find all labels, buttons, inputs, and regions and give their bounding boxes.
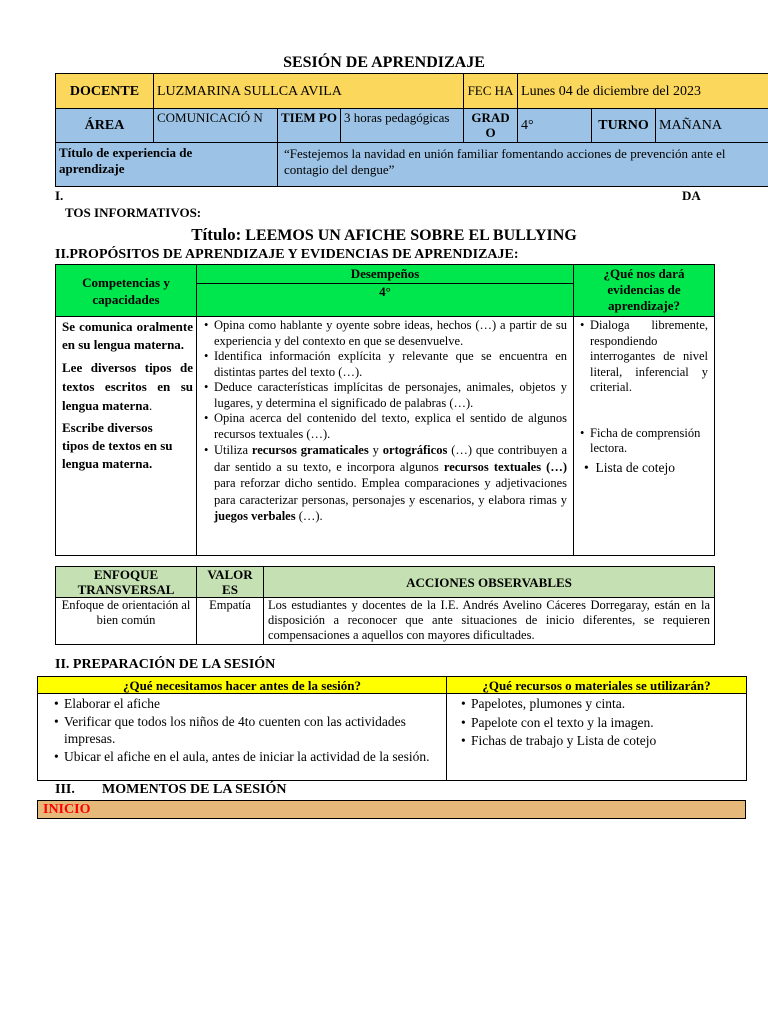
antes-header: ¿Qué necesitamos hacer antes de la sesión?: [38, 677, 447, 694]
section-3-numeral: III.: [55, 782, 75, 797]
acciones-header: ACCIONES OBSERVABLES: [264, 567, 715, 598]
inicio-bar: [37, 800, 746, 819]
evidencias-header: ¿Qué nos dará evidencias de aprendizaje?: [574, 265, 715, 317]
desempenos-cell: [197, 317, 574, 556]
competencia-oral: Se comunica oralmente en su lengua materna.: [62, 319, 193, 352]
area-value: COMUNICACIÓ N: [154, 109, 278, 143]
preparacion-table: [37, 676, 747, 781]
fecha-label: FEC HA: [464, 74, 518, 109]
competencias-cell: [56, 317, 197, 556]
antes-cell: [38, 694, 447, 781]
page-title: SESIÓN DE APRENDIZAJE: [283, 54, 485, 71]
tiempo-label: TIEM PO: [278, 109, 341, 143]
antes-item: • Elaborar el afiche: [64, 695, 438, 713]
section-1-heading-end: DA: [682, 188, 701, 203]
desempeno-item: • Opina acerca del contenido del texto, explica el sentido de algunos recursos textuales (…).: [214, 411, 567, 442]
enfoque-header: ENFOQUE TRANSVERSAL: [56, 567, 197, 598]
lesson-title: [0, 225, 768, 245]
turno-value: MAÑANA: [656, 109, 768, 143]
evidencia-item: • Ficha de comprensión lectora.: [590, 426, 708, 457]
recurso-item: • Papelote con el texto y la imagen.: [471, 714, 740, 733]
desempenos-grade: 4°: [197, 284, 574, 317]
experiencia-label: Título de experiencia de aprendizaje: [56, 143, 278, 187]
recursos-header: ¿Qué recursos o materiales se utilizarán?: [447, 677, 747, 694]
purposes-table: [55, 264, 715, 556]
desempeno-item: • Utiliza recursos gramaticales y ortográficos (…) que contribuyen a dar sentido a su texto, e incorpora algunos recursos textuales (…) para reforzar dicho sentido. Emplea comparaciones y adjetivaciones para caracterizar personas, personajes y escenarios, y elabora rimas y juegos verbales (…).: [214, 442, 567, 525]
competencia-lee: Lee diversos tipos de textos escritos en su lengua materna.: [62, 360, 193, 413]
recursos-cell: [447, 694, 747, 781]
desempeno-item: • Deduce características implícitas de personajes, animales, objetos y lugares, y determina el significado de palabras (…).: [214, 380, 567, 411]
bullet-icon: •: [584, 459, 589, 475]
competencias-header: Competencias y capacidades: [56, 265, 197, 317]
section-2-heading: II.PROPÓSITOS DE APRENDIZAJE Y EVIDENCIAS DE APRENDIZAJE:: [55, 247, 519, 262]
competencia-escribe: Escribe diversos tipos de textos en su lengua materna.: [62, 420, 173, 471]
section-1-heading: TOS INFORMATIVOS:: [65, 205, 202, 220]
header-table: [55, 73, 768, 187]
tiempo-value: 3 horas pedagógicas: [341, 109, 464, 143]
desempeno-item: • Identifica información explícita y relevante que se encuentra en distintas partes del texto (…).: [214, 349, 567, 380]
enfoque-value: Enfoque de orientación al bien común: [56, 598, 197, 645]
fecha-value: Lunes 04 de diciembre del 2023: [518, 74, 768, 109]
lesson-title-prefix: Título:: [191, 225, 242, 244]
evidencia-item-lista: • Lista de cotejo: [584, 459, 675, 475]
evidencias-cell: [574, 317, 715, 556]
valores-header: VALOR ES: [197, 567, 264, 598]
docente-label: DOCENTE: [56, 74, 154, 109]
experiencia-value: “Festejemos la navidad en unión familiar fomentando acciones de prevención ante el contagio del dengue”: [278, 143, 768, 187]
inicio-label: INICIO: [43, 802, 91, 817]
grado-label: GRAD O: [464, 109, 518, 143]
acciones-value: Los estudiantes y docentes de la I.E. Andrés Avelino Cáceres Dorregaray, están en la disposición a reconocer que ante situaciones de inicio diferentes, se requieren compensaciones a aquellos con mayores dificultades.: [264, 598, 715, 645]
preparacion-heading: II. PREPARACIÓN DE LA SESIÓN: [55, 657, 276, 672]
section-1-numeral: I.: [55, 188, 64, 203]
desempeno-item: • Opina como hablante y oyente sobre ideas, hechos (…) a partir de su experiencia y del contexto en que se desenvuelve.: [214, 318, 567, 349]
antes-item: • Verificar que todos los niños de 4to cuenten con las actividades impresas.: [64, 713, 438, 748]
recurso-item: • Papelotes, plumones y cinta.: [471, 695, 740, 714]
valor-value: Empatía: [197, 598, 264, 645]
grado-value: 4°: [518, 109, 592, 143]
lesson-title-text: LEEMOS UN AFICHE SOBRE EL BULLYING: [245, 227, 577, 244]
enfoque-table: [55, 566, 715, 645]
turno-label: TURNO: [592, 109, 656, 143]
section-3-heading: MOMENTOS DE LA SESIÓN: [102, 782, 287, 797]
area-label: ÁREA: [56, 109, 154, 143]
evidencia-item: • Dialoga libremente, respondiendo interrogantes de nivel literal, inferencial y criterial.: [590, 318, 708, 396]
antes-item: • Ubicar el afiche en el aula, antes de iniciar la actividad de la sesión.: [64, 748, 438, 766]
docente-value: LUZMARINA SULLCA AVILA: [154, 74, 464, 109]
recurso-item: • Fichas de trabajo y Lista de cotejo: [471, 732, 740, 751]
desempenos-header: Desempeños: [197, 265, 574, 284]
